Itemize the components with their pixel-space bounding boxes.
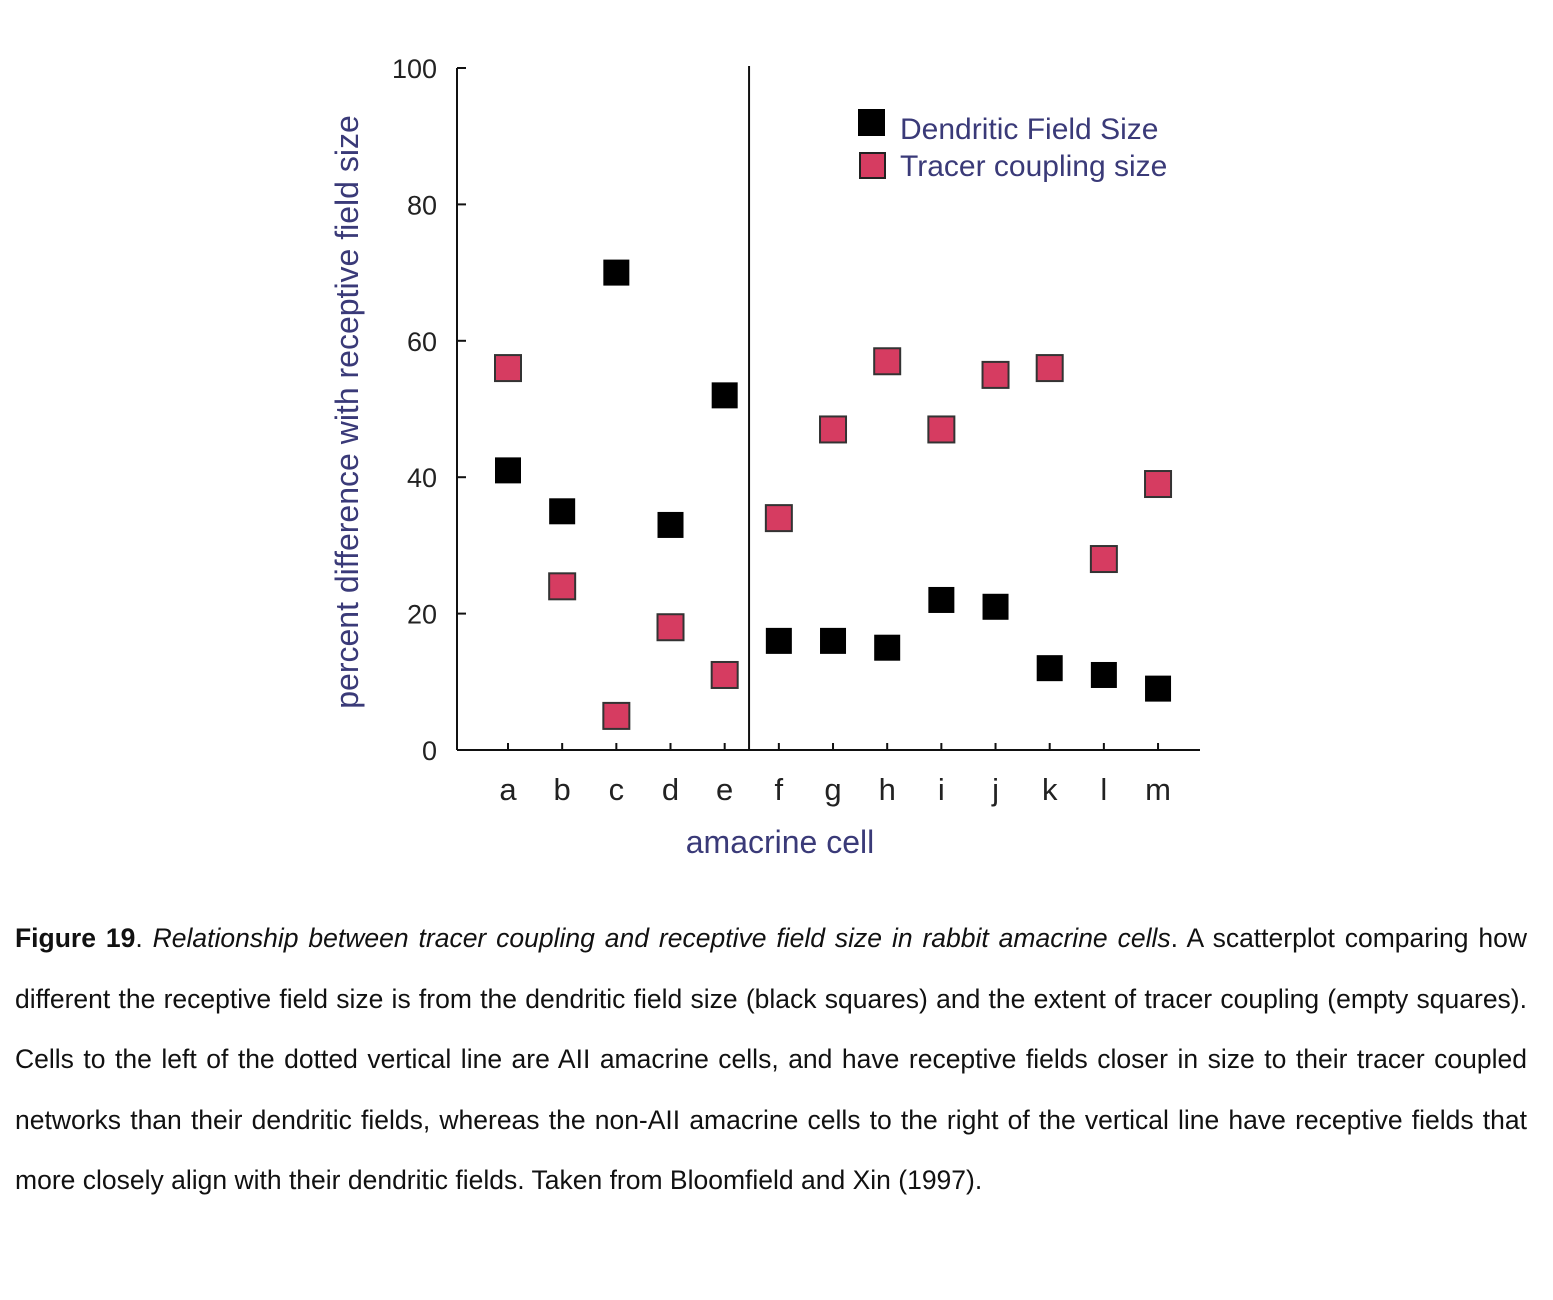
data-points xyxy=(495,260,1171,729)
x-tick-label: h xyxy=(878,772,896,807)
tracer-point xyxy=(874,348,900,374)
caption-title: Relationship between tracer coupling and receptive field size in rabbit amacrine cells xyxy=(152,923,1171,953)
caption-body: A scatterplot comparing how different the receptive field size is from the dendritic field size (black squares) and the extent of tracer coupling (empty squares). Cells to the left of the dotted vertical line are AII amacrine cells, and have receptive fields closer in size to their tracer coupled networks than their dendritic fields, whereas the non-AII amacrine cells to the right of the vertical line have receptive fields that more closely align with their dendritic fields. Taken from Bloomfield and Xin (1997). xyxy=(15,923,1527,1195)
tracer-point xyxy=(820,416,846,442)
dendritic-point xyxy=(603,260,629,286)
tracer-point xyxy=(495,355,521,381)
caption-sep-2: . xyxy=(1170,923,1187,953)
x-tick-label: l xyxy=(1100,772,1108,807)
tracer-point xyxy=(1145,471,1171,497)
dendritic-point xyxy=(495,457,521,483)
dendritic-point xyxy=(1037,655,1063,681)
legend-label-tracer: Tracer coupling size xyxy=(900,150,1168,183)
x-tick-label: f xyxy=(774,772,784,807)
y-axis-ticks xyxy=(392,54,466,766)
x-tick-label: i xyxy=(937,772,945,807)
dendritic-point xyxy=(1091,662,1117,688)
figure-caption xyxy=(15,908,1527,1211)
y-tick-label: 40 xyxy=(406,463,437,494)
y-tick-label: 20 xyxy=(406,599,437,630)
tracer-point xyxy=(603,703,629,729)
tracer-point xyxy=(1037,355,1063,381)
x-tick-label: j xyxy=(992,772,999,807)
dendritic-point xyxy=(658,512,684,538)
x-tick-label: a xyxy=(499,772,517,807)
caption-figure-label: Figure 19 xyxy=(15,923,136,953)
legend-swatch-dendritic xyxy=(858,109,885,136)
legend xyxy=(858,109,1167,183)
tracer-point xyxy=(712,662,738,688)
tracer-point xyxy=(766,505,792,531)
y-tick-label: 100 xyxy=(391,54,437,84)
x-tick-label: c xyxy=(608,772,625,807)
dendritic-point xyxy=(549,498,575,524)
x-tick-label: m xyxy=(1145,772,1171,807)
tracer-point xyxy=(549,573,575,599)
tracer-point xyxy=(928,416,954,442)
x-tick-label: k xyxy=(1041,772,1058,807)
tracer-point xyxy=(983,362,1009,388)
y-tick-label: 0 xyxy=(421,736,437,766)
y-axis-title: percent difference with receptive field size xyxy=(329,115,365,709)
x-tick-label: g xyxy=(824,772,842,807)
dendritic-point xyxy=(1145,676,1171,702)
x-tick-label: d xyxy=(661,772,680,807)
x-axis-title: amacrine cell xyxy=(685,824,875,860)
dendritic-point xyxy=(820,628,846,654)
tracer-point xyxy=(658,614,684,640)
dendritic-point xyxy=(766,628,792,654)
caption-sep-1: . xyxy=(135,923,153,953)
tracer-point xyxy=(1091,546,1117,572)
x-tick-label: b xyxy=(553,772,571,807)
x-axis-ticks xyxy=(499,743,1171,807)
dendritic-point xyxy=(874,635,900,661)
dendritic-point xyxy=(712,382,738,408)
y-tick-label: 80 xyxy=(406,190,437,221)
x-tick-label: e xyxy=(716,772,734,807)
legend-label-dendritic: Dendritic Field Size xyxy=(900,113,1159,146)
dendritic-point xyxy=(983,594,1009,620)
legend-swatch-tracer xyxy=(860,153,885,178)
y-tick-label: 60 xyxy=(406,326,437,357)
dendritic-point xyxy=(928,587,954,613)
